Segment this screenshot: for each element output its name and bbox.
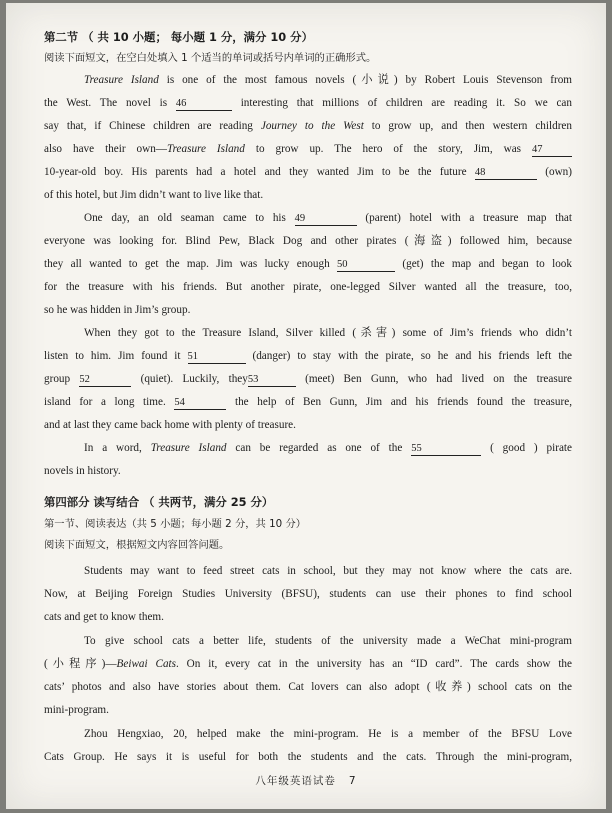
blank-46[interactable]: 46 [176, 98, 232, 111]
blank-49[interactable]: 49 [295, 213, 357, 226]
passage-line: and at last they came back home with plenty of treasure. [44, 419, 296, 431]
passage-line: island for a long time. 54 the help of Ben Gunn, Jim and his friends found the treasure, [44, 396, 572, 408]
section-instruction: 阅读下面短文，在空白处填入 1 个适当的单词或括号内单词的正确形式。 [44, 52, 377, 64]
passage-line: for the treasure with his friends. But another pirate, one-legged Silver wanted all the treasure, too, [44, 281, 572, 293]
blank-55[interactable]: 55 [411, 443, 481, 456]
passage-line: group 52 (quiet). Luckily, they53 (meet) Ben Gunn, who had lived on the treasure [44, 373, 573, 385]
sub-heading: 第一节、阅读表达（共 5 小题；每小题 2 分，共 10 分） [44, 518, 307, 530]
exam-page [6, 3, 606, 809]
passage-line: of this hotel, but Jim didn’t want to live like that. [44, 189, 264, 201]
passage-line: say that, if Chinese children are reading Journey to the West to grow up, and then western children [44, 120, 572, 132]
passage-line: novels in history. [44, 465, 121, 477]
passage-line: In a word, Treasure Island can be regarded as one of the 55 ( good ) pirate [84, 442, 572, 454]
passage-line: cats’ photos and also have stories about them. Cat lovers can also adopt (收养) school cats on the [44, 681, 572, 693]
blank-51[interactable]: 51 [188, 351, 246, 364]
footer-label: 八年级英语试卷 [255, 775, 336, 787]
passage-line: also have their own—Treasure Island to grow up. The hero of the story, Jim, was 47 [44, 142, 572, 157]
blank-47[interactable]: 47 [532, 144, 572, 157]
passage-line: they all wanted to get the map. Jim was lucky enough 50 (get) the map and began to look [44, 258, 572, 270]
part-instruction: 阅读下面短文，根据短文内容回答问题。 [44, 539, 230, 551]
passage-line: 10-year-old boy. His parents had a hotel and they wanted Jim to be the future 48 (own) [44, 166, 572, 178]
passage-line: so he was hidden in Jim’s group. [44, 304, 191, 316]
passage-line: To give school cats a better life, students of the university made a WeChat mini-program [84, 635, 572, 647]
passage-line: everyone was looking for. Blind Pew, Black Dog and other pirates (海盗) followed him, because [44, 235, 572, 247]
passage-line: Cats Group. He says it is useful for both the students and the cats. Through the mini-program, [44, 751, 572, 763]
passage-line: cats and get to know them. [44, 611, 164, 623]
blank-53[interactable]: 53 [248, 374, 296, 387]
blank-48[interactable]: 48 [475, 167, 537, 180]
section-heading: 第二节 （ 共 10 小题； 每小题 1 分，满分 10 分） [44, 30, 313, 44]
passage-line: Zhou Hengxiao, 20, helped make the mini-program. He is a member of the BFSU Love [84, 728, 572, 740]
part-heading: 第四部分 读写结合 （ 共两节，满分 25 分） [44, 495, 274, 509]
blank-52[interactable]: 52 [79, 374, 131, 387]
page-number: 7 [348, 775, 357, 787]
passage-line: mini-program. [44, 704, 109, 716]
passage-line: Students may want to feed street cats in school, but they may not know where the cats are. [84, 565, 572, 577]
passage-line: (小程序)—Beiwai Cats. On it, every cat in the university has an “ID card”. The cards show the [44, 658, 572, 670]
page-footer [6, 773, 606, 788]
blank-54[interactable]: 54 [174, 397, 226, 410]
passage-line: One day, an old seaman came to his 49 (parent) hotel with a treasure map that [84, 212, 572, 224]
passage-line: Treasure Island is one of the most famous novels (小说) by Robert Louis Stevenson from [84, 74, 573, 86]
passage-line: Now, at Beijing Foreign Studies University (BFSU), students can use their phones to find school [44, 588, 572, 600]
passage-line: When they got to the Treasure Island, Silver killed (杀害) some of Jim’s friends who didn’t [84, 327, 572, 339]
passage-line: listen to him. Jim found it 51 (danger) to stay with the pirate, so he and his friends left the [44, 350, 573, 362]
passage-line: the West. The novel is 46 interesting that millions of children are reading it. So we can [44, 97, 572, 109]
blank-50[interactable]: 50 [337, 259, 395, 272]
